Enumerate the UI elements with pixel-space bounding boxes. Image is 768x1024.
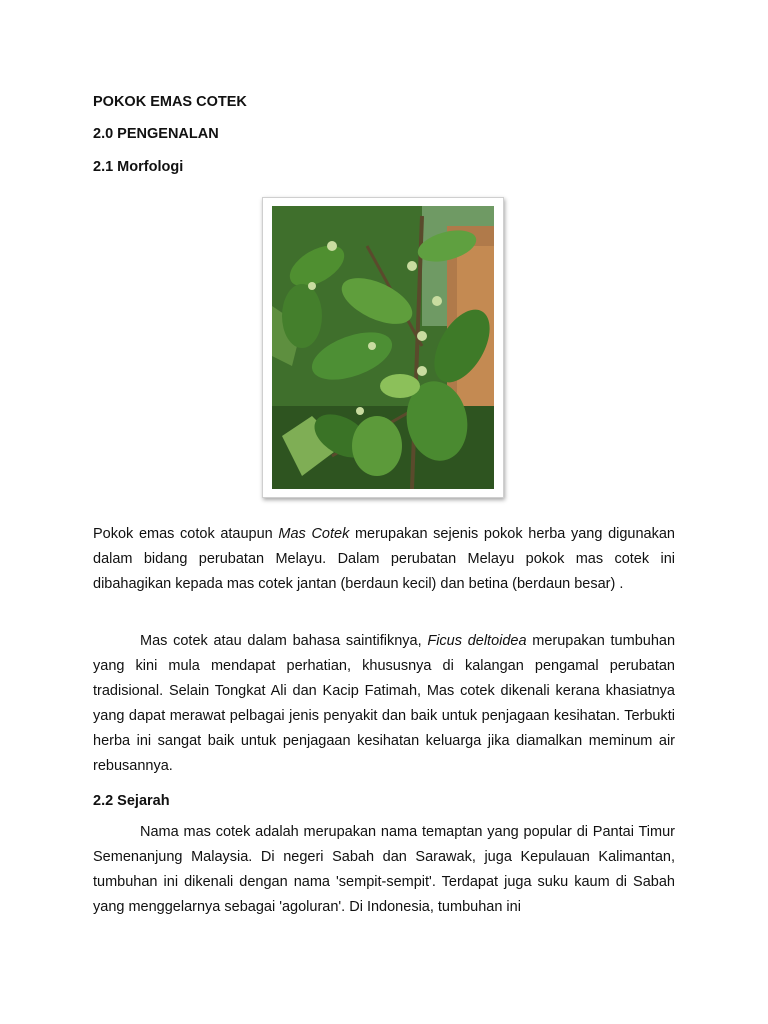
paragraph-scientific-italic: Ficus deltoidea	[427, 633, 527, 649]
paragraph-intro-text-a: Pokok emas cotok ataupun	[93, 526, 279, 542]
paragraph-scientific	[93, 629, 675, 779]
paragraph-intro-text-b: merupakan sejenis pokok herba yang digunakan dalam bidang perubatan Melayu. Dalam perubatan Melayu pokok mas cotek ini dibahagikan kepada mas cotek jantan (berdaun kecil) dan betina (berdaun besar) .	[93, 526, 675, 592]
document-title: POKOK EMAS COTEK	[93, 94, 247, 110]
paragraph-scientific-text-a: Mas cotek atau dalam bahasa saintifiknya,	[140, 633, 428, 649]
section-heading-morfologi: 2.1 Morfologi	[93, 159, 184, 175]
plant-photo-frame	[262, 197, 504, 498]
mas-cotek-plant-photo	[272, 206, 494, 489]
paragraph-sejarah: Nama mas cotek adalah merupakan nama temaptan yang popular di Pantai Timur Semenanjung Malaysia. Di negeri Sabah dan Sarawak, juga Kepulauan Kalimantan, tumbuhan ini dikenali dengan nama 'sempit-sempit'. Terdapat juga suku kaum di Sabah yang menggelarnya sebagai 'agoluran'. Di Indonesia, tumbuhan ini	[93, 824, 675, 915]
paragraph-intro-italic: Mas Cotek	[278, 526, 350, 542]
paragraph-scientific-text-b: merupakan tumbuhan yang kini mula mendapat perhatian, khususnya di kalangan pengamal perubatan tradisional. Selain Tongkat Ali dan Kacip Fatimah, Mas cotek dikenali kerana khasiatnya yang dapat merawat pelbagai jenis penyakit dan baik untuk penjagaan kesihatan. Terbukti herba ini sangat baik untuk penjagaan kesihatan keluarga jika diamalkan meminum air rebusannya.	[93, 633, 676, 774]
paragraph-intro	[93, 522, 675, 597]
section-heading-pengenalan: 2.0 PENGENALAN	[93, 126, 219, 142]
section-heading-sejarah: 2.2 Sejarah	[93, 793, 170, 809]
